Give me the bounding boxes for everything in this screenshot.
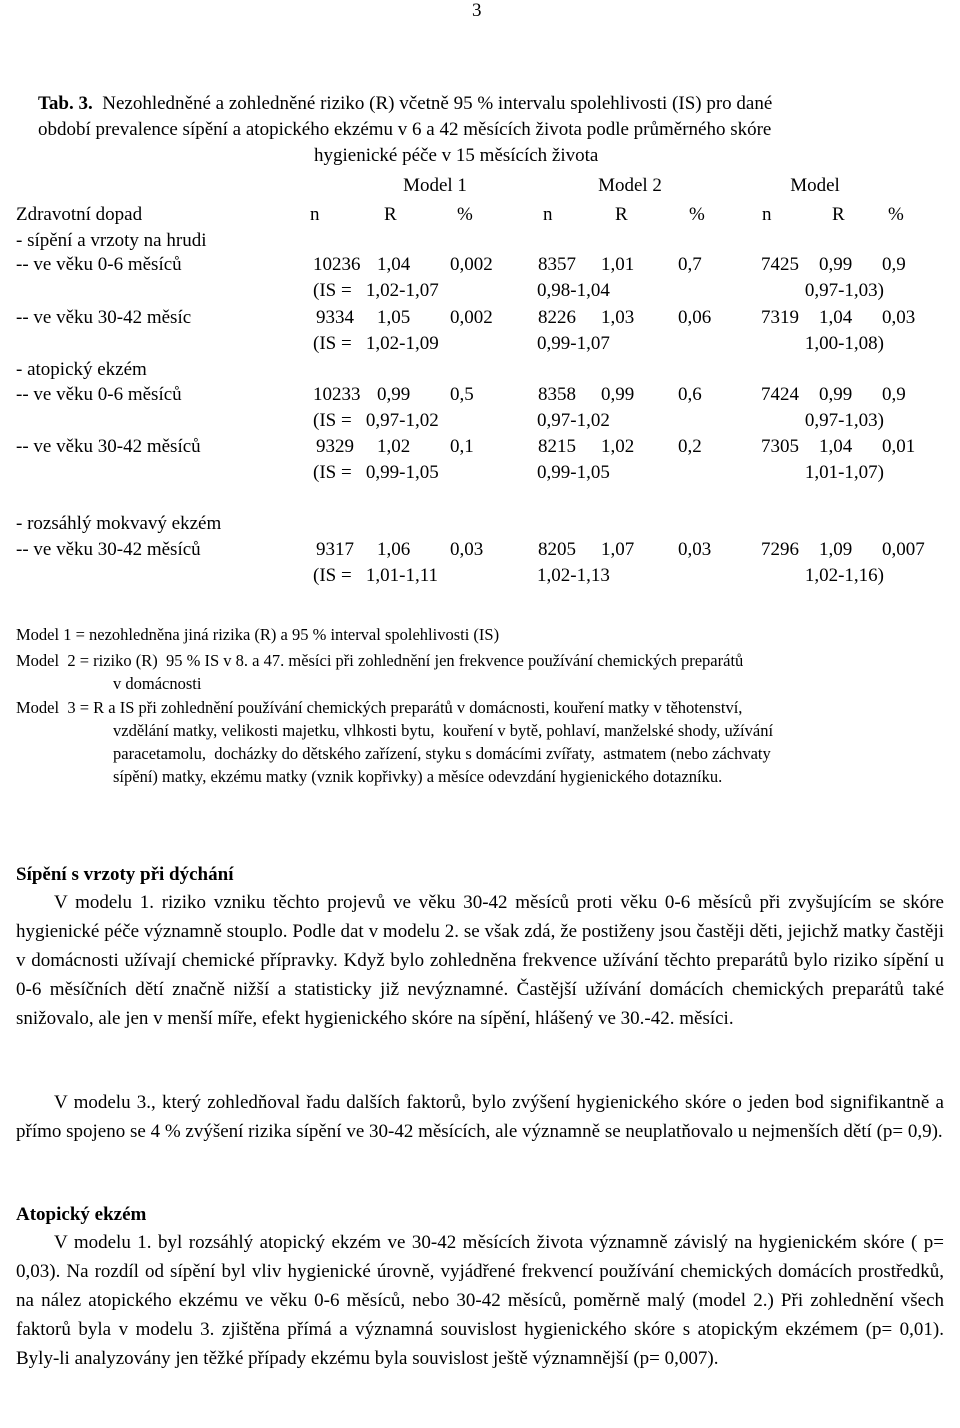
table-cell-m2-n: 8215 <box>538 436 576 457</box>
table-cell-m1-n: 9317 <box>316 539 354 560</box>
section-heading-wheeze: Sípění s vrzoty při dýchání <box>16 864 234 885</box>
table-cell-m3-ci: 0,97-1,03) <box>804 280 884 301</box>
table-cell-m1-r: 1,06 <box>377 539 411 560</box>
table-cell-m2-ci: 0,99-1,05 <box>537 462 610 483</box>
table-caption-line-1 <box>38 91 772 117</box>
note-model-3-line-3: paracetamolu, docházky do dětského zařízení, styku s domácími zvířaty, astmatem (nebo záchvaty <box>113 744 771 763</box>
table-cell-m2-r: 1,03 <box>601 307 635 328</box>
table-cell-m1-n: 10236 <box>313 254 361 275</box>
table-cell-m2-pct: 0,03 <box>678 539 712 560</box>
model-1-header: Model 1 <box>403 175 467 196</box>
m3-col-pct: % <box>888 204 904 225</box>
table-cell-m1-pct: 0,5 <box>450 384 474 405</box>
table-cell-m1-n: 10233 <box>313 384 361 405</box>
note-model-3-line-2: vzdělání matky, velikosti majetku, vlhkosti bytu, kouření v bytě, pohlaví, manželské shody, užívání <box>113 721 774 740</box>
table-cell-m1-n: 9329 <box>316 436 354 457</box>
table-cell-m2-r: 1,07 <box>601 539 635 560</box>
m2-col-n: n <box>543 204 553 225</box>
m3-col-n: n <box>762 204 772 225</box>
table-row-label: -- ve věku 0-6 měsíců <box>16 384 182 405</box>
table-cell-m1-ci: (IS = 0,97-1,02 <box>313 410 439 431</box>
section-weeping-eczema-label: - rozsáhlý mokvavý ekzém <box>16 513 222 534</box>
table-caption-line-2: období prevalence sípění a atopického ekzému v 6 a 42 měsících života podle průměrného skóre <box>38 119 772 140</box>
table-cell-m1-r: 0,99 <box>377 384 411 405</box>
table-cell-m1-ci: (IS = 0,99-1,05 <box>313 462 439 483</box>
table-cell-m3-pct: 0,9 <box>882 254 906 275</box>
table-cell-m3-r: 1,04 <box>819 307 853 328</box>
table-cell-m2-ci: 1,02-1,13 <box>537 565 610 586</box>
table-cell-m3-ci: 1,00-1,08) <box>804 333 884 354</box>
table-cell-m2-n: 8205 <box>538 539 576 560</box>
table-row-label: -- ve věku 30-42 měsíců <box>16 436 201 457</box>
table-caption-label: Tab. 3. <box>38 93 93 114</box>
table-cell-m3-ci: 1,01-1,07) <box>804 462 884 483</box>
table-cell-m2-ci: 0,99-1,07 <box>537 333 610 354</box>
table-cell-m1-pct: 0,002 <box>450 254 493 275</box>
paragraph-wheeze-2: V modelu 3., který zohledňoval řadu dalších faktorů, bylo zvýšení hygienického skóre o jeden bod signifikantně a přímo spojeno se 4 % zvýšení rizika sípění ve 30-42 měsících, ale významně se neuplatňovalo u nejmenších dětí (p= 0,9). <box>16 1092 944 1142</box>
note-model-3-line-1: Model 3 = R a IS při zohlednění používání chemických preparátů v domácnosti, kouření matky v těhotenství, <box>16 698 743 717</box>
table-row-label: -- ve věku 30-42 měsíc <box>16 307 192 328</box>
table-cell-m1-pct: 0,03 <box>450 539 484 560</box>
table-caption-line-3: hygienické péče v 15 měsících života <box>314 145 599 166</box>
section-wheeze-label: - sípění a vrzoty na hrudi <box>16 230 207 251</box>
table-cell-m3-r: 0,99 <box>819 384 853 405</box>
section-eczema-label: - atopický ekzém <box>16 359 147 380</box>
table-cell-m2-r: 1,02 <box>601 436 635 457</box>
table-cell-m2-ci: 0,97-1,02 <box>537 410 610 431</box>
table-cell-m3-n: 7319 <box>761 307 799 328</box>
table-cell-m1-ci: (IS = 1,01-1,11 <box>313 565 439 586</box>
table-cell-m1-r: 1,02 <box>377 436 411 457</box>
note-model-1: Model 1 = nezohledněna jiná rizika (R) a 95 % interval spolehlivosti (IS) <box>16 625 500 644</box>
table-cell-m3-n: 7296 <box>761 539 799 560</box>
model-3-header: Model <box>790 175 840 196</box>
m1-col-pct: % <box>457 204 473 225</box>
table-cell-m1-n: 9334 <box>316 307 354 328</box>
table-cell-m2-n: 8358 <box>538 384 576 405</box>
section-heading-eczema: Atopický ekzém <box>16 1204 147 1225</box>
table-cell-m2-n: 8357 <box>538 254 576 275</box>
table-cell-m3-r: 0,99 <box>819 254 853 275</box>
row-header-health-impact: Zdravotní dopad <box>16 204 143 225</box>
table-cell-m2-pct: 0,2 <box>678 436 702 457</box>
table-cell-m1-r: 1,04 <box>377 254 411 275</box>
table-row-label: -- ve věku 30-42 měsíců <box>16 539 201 560</box>
m3-col-r: R <box>832 204 845 225</box>
table-cell-m2-pct: 0,06 <box>678 307 712 328</box>
m1-col-n: n <box>310 204 320 225</box>
table-cell-m3-r: 1,04 <box>819 436 853 457</box>
table-cell-m1-ci: (IS = 1,02-1,07 <box>313 280 439 301</box>
m1-col-r: R <box>384 204 397 225</box>
table-cell-m1-ci: (IS = 1,02-1,09 <box>313 333 439 354</box>
table-row-label: -- ve věku 0-6 měsíců <box>16 254 182 275</box>
table-cell-m3-n: 7424 <box>761 384 799 405</box>
table-cell-m3-n: 7425 <box>761 254 799 275</box>
table-cell-m2-pct: 0,6 <box>678 384 702 405</box>
paragraph-wheeze-1: V modelu 1. riziko vzniku těchto projevů ve věku 30-42 měsíců proti věku 0-6 měsíců při zvyšujícím se skóre hygienické péče významně stouplo. Podle dat v modelu 2. se však zdá, že postiženy jsou častěji děti, jejichž matky častěji v domácnosti užívají chemické přípravky. Když bylo zohledněna frekvence užívání těchto preparátů bylo riziko sípění u 0-6 měsíčních dětí značně nižší a statisticky již nevýznamné. Častější užívání domácích chemických preparátů také snižovalo, ale jen v menší míře, efekt hygienického skóre na sípění, hlášený ve 30.-42. měsíci. <box>16 892 944 1029</box>
m2-col-pct: % <box>689 204 705 225</box>
paragraph-eczema-1: V modelu 1. byl rozsáhlý atopický ekzém ve 30-42 měsících života významně závislý na hygienickém skóre ( p= 0,03). Na rozdíl od sípění byl vliv hygienické úrovně, vyjádřené frekvencí používání chemických domácích prostředků, na nález atopického ekzému ve věku 0-6 měsíců, nebo 30-42 měsíců, poměrně malý (model 2.) Při zohlednění všech faktorů byla v modelu 3. zjištěna přímá a významná souvislost hygienického skóre s atopickým ekzémem (p= 0,01). Byly-li analyzovány jen těžké případy ekzému byla souvislost ještě významnější (p= 0,007). <box>16 1232 944 1369</box>
model-2-header: Model 2 <box>598 175 662 196</box>
table-caption-text-1: Nezohledněné a zohledněné riziko (R) včetně 95 % intervalu spolehlivosti (IS) pro dané <box>102 93 773 114</box>
table-cell-m3-ci: 1,02-1,16) <box>804 565 884 586</box>
table-cell-m3-pct: 0,03 <box>882 307 916 328</box>
table-cell-m1-pct: 0,002 <box>450 307 493 328</box>
table-cell-m1-pct: 0,1 <box>450 436 474 457</box>
table-cell-m1-r: 1,05 <box>377 307 411 328</box>
table-cell-m3-pct: 0,9 <box>882 384 906 405</box>
table-cell-m3-ci: 0,97-1,03) <box>804 410 884 431</box>
table-cell-m3-pct: 0,007 <box>882 539 925 560</box>
table-cell-m3-n: 7305 <box>761 436 799 457</box>
table-cell-m2-n: 8226 <box>538 307 576 328</box>
table-cell-m2-ci: 0,98-1,04 <box>537 280 610 301</box>
m2-col-r: R <box>615 204 628 225</box>
table-cell-m3-pct: 0,01 <box>882 436 916 457</box>
table-cell-m2-r: 0,99 <box>601 384 635 405</box>
note-model-2-line-2: v domácnosti <box>113 674 202 693</box>
table-cell-m2-r: 1,01 <box>601 254 635 275</box>
table-cell-m2-pct: 0,7 <box>678 254 702 275</box>
page-number: 3 <box>472 0 482 21</box>
table-cell-m3-r: 1,09 <box>819 539 853 560</box>
note-model-3-line-4: sípění) matky, ekzému matky (vznik kopřivky) a měsíce odevzdání hygienického dotazníku. <box>113 767 723 786</box>
note-model-2-line-1: Model 2 = riziko (R) 95 % IS v 8. a 47. měsíci při zohlednění jen frekvence používání chemických preparátů <box>16 651 744 670</box>
